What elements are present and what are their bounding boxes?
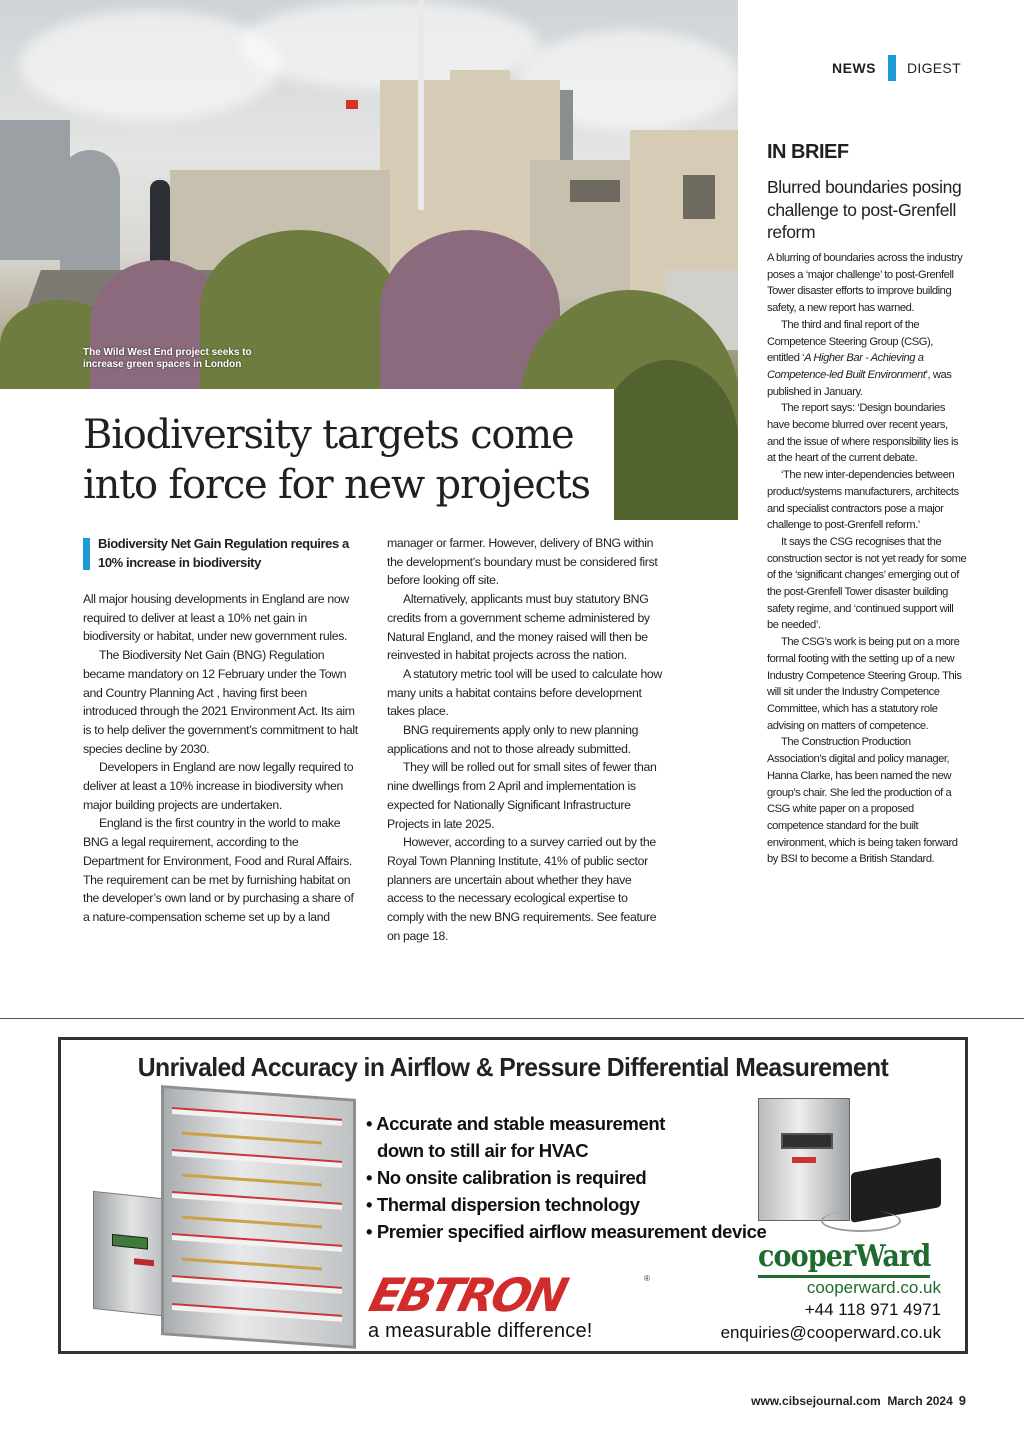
paragraph: BNG requirements apply only to new planning applications and not to those already submitted. — [387, 723, 639, 756]
paragraph: ‘The new inter-dependencies between product/systems manufacturers, architects and specialist contractors pose a major challenge to post-Grenfell reform.’ — [767, 469, 959, 532]
flagpole — [418, 0, 424, 210]
photo-caption: The Wild West End project seeks to increase green spaces in London — [83, 347, 252, 370]
paragraph: It says the CSG recognises that the construction sector is not yet ready for some of the ‘significant changes’ emerging out of the post-Grenfell Tower disaster building safety regime, and ‘continued support will be needed’. — [767, 535, 967, 632]
article-column-1 — [83, 590, 361, 927]
ad-bullet: • No onsite calibration is required — [366, 1167, 647, 1188]
footer-site[interactable]: www.cibsejournal.com — [751, 1394, 881, 1408]
paragraph: England is the first country in the world to make BNG a legal requirement, according to the Department for Environment, Food and Rural Affairs. The requirement can be met by furnishing habitat on the developer’s own land or by purchasing a share of a nature-compensation scheme set up by a land — [83, 816, 354, 924]
in-brief-heading: IN BRIEF — [767, 141, 849, 163]
ad-title: Unrivaled Accuracy in Airflow & Pressure Differential Measurement — [137, 1052, 889, 1082]
ad-bullet: • Thermal dispersion technology — [366, 1194, 640, 1215]
section-news: NEWS — [832, 60, 876, 76]
section-divider — [888, 55, 896, 81]
article-headline: Biodiversity targets come into force for new projects — [83, 412, 590, 508]
ad-bullet: • Premier specified airflow measurement device — [366, 1221, 767, 1242]
page-divider — [0, 1018, 1024, 1019]
ad-bullet: down to still air for HVAC — [377, 1140, 589, 1161]
ad-bullets — [366, 1110, 766, 1245]
ad-bullet: • Accurate and stable measurement — [366, 1113, 665, 1134]
page-footer — [751, 1393, 966, 1408]
airflow-damper-image — [161, 1085, 356, 1349]
paragraph: The Construction Production Association’s digital and policy manager, Hanna Clarke, has been named the new group’s chair. She led the production of a CSG white paper on a proposed competence standard for the built environment, which is being taken forward by BSI to become a British Standard. — [767, 736, 958, 866]
paragraph: The report says: ‘Design boundaries have become blurred over recent years, and the issue of where responsibility lies is at the heart of the current debate. — [767, 402, 959, 465]
flag — [346, 100, 358, 109]
paragraph: The Biodiversity Net Gain (BNG) Regulation became mandatory on 12 February under the Town and Country Planning Act , having first been introduced through the 2021 Environment Act. Its aim is to help deliver the government’s commitment to halt species decline by 2030. — [83, 648, 358, 756]
section-digest: DIGEST — [907, 60, 961, 76]
cooperward-logo: cooperWard — [758, 1240, 930, 1278]
article-standfirst: Biodiversity Net Gain Regulation requires a 10% increase in biodiversity — [98, 536, 349, 570]
paragraph: A blurring of boundaries across the industry poses a ‘major challenge’ to post-Grenfell Tower disaster efforts to improve building safety, a new report has warned. — [767, 252, 963, 315]
article-column-2 — [387, 534, 662, 945]
paragraph: However, according to a survey carried out by the Royal Town Planning Institute, 41% of public sector planners are uncertain about whether they have access to the necessary ecological expertise to comply with the new BNG requirements. See feature on page 18. — [387, 835, 657, 943]
section-label — [832, 57, 961, 79]
cable-image — [821, 1210, 901, 1232]
meter-unit-image — [758, 1098, 850, 1221]
ebtron-logo: EBTRON — [364, 1268, 571, 1322]
in-brief-title: Blurred boundaries posing challenge to post-Grenfell reform — [767, 177, 962, 242]
controller-unit-image — [93, 1191, 171, 1317]
partner-email-link[interactable]: enquiries@cooperward.co.uk — [720, 1323, 941, 1342]
advertisement[interactable] — [58, 1037, 968, 1354]
paragraph: A statutory metric tool will be used to calculate how many units a habitat contains before development takes place. — [387, 666, 662, 719]
ebtron-tagline: a measurable difference! — [368, 1320, 593, 1342]
paragraph: The CSG’s work is being put on a more formal footing with the setting up of a new Industry Competence Steering Group. This will sit under the Industry Competence Committee, which has a statutory role advising on matters of competence. — [767, 636, 962, 732]
footer-issue: March 2024 — [887, 1394, 953, 1408]
paragraph: The third and final report of the Competence Steering Group (CSG), entitled ‘A Higher Bar - Achieving a Competence-led Built Environment’, was published in January. — [767, 318, 952, 398]
registered-mark: ® — [644, 1274, 650, 1283]
paragraph: They will be rolled out for small sites of fewer than nine dwellings from 2 April and implementation is expected for Nationally Significant Infrastructure Projects in late 2025. — [387, 760, 657, 831]
partner-website-link[interactable]: cooperward.co.uk — [806, 1278, 941, 1297]
paragraph: Developers in England are now legally required to deliver at least a 10% increase in biodiversity when major building projects are undertaken. — [83, 760, 354, 812]
partner-phone: +44 118 971 4971 — [804, 1300, 941, 1319]
in-brief-body — [767, 250, 967, 868]
standfirst-bar — [83, 538, 90, 570]
paragraph: Alternatively, applicants must buy statutory BNG credits from a government scheme administered by Natural England, and the money raised will then be reinvested in habitat projects across the nation. — [387, 592, 650, 663]
paragraph: manager or farmer. However, delivery of BNG within the development’s boundary must be considered first before looking off site. — [387, 536, 658, 588]
paragraph: All major housing developments in England are now required to deliver at least a 10% net gain in biodiversity or habitat, under new government rules. — [83, 592, 349, 644]
page-number: 9 — [958, 1393, 966, 1408]
